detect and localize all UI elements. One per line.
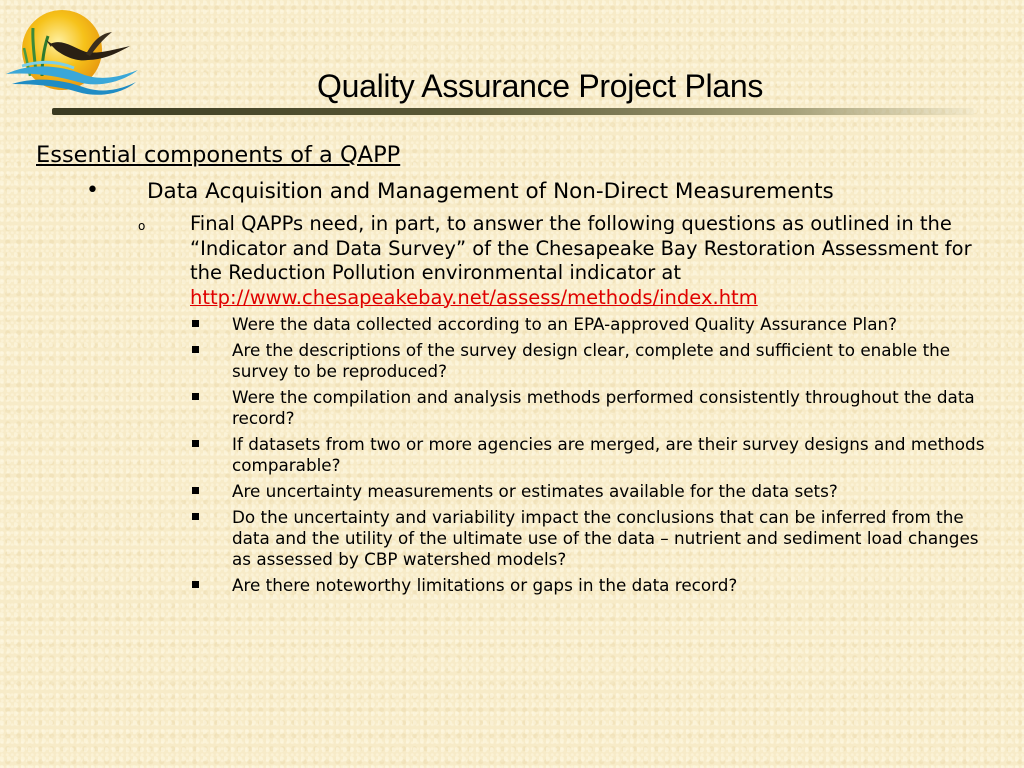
level1-item-text: Data Acquisition and Management of Non-Direct Measurements — [147, 179, 834, 204]
list-item — [0, 481, 992, 502]
square-bullet-icon — [192, 581, 199, 588]
level2-item — [190, 212, 1005, 310]
square-bullet-icon — [192, 320, 199, 327]
square-bullet-icon — [192, 346, 199, 353]
list-item-text: Are uncertainty measurements or estimates available for the data sets? — [232, 481, 838, 501]
slide-title: Quality Assurance Project Plans — [316, 68, 764, 104]
list-item-text: Were the compilation and analysis methods performed consistently throughout the data record? — [232, 387, 975, 428]
list-item-text: Were the data collected according to an EPA-approved Quality Assurance Plan? — [232, 314, 898, 334]
square-bullet-icon — [192, 487, 199, 494]
list-item — [0, 387, 992, 429]
list-item — [0, 434, 992, 476]
list-item-text: Do the uncertainty and variability impact the conclusions that can be inferred from the data and the utility of the ultimate use of the data – nutrient and sediment load changes as assessed by CBP watershed models? — [232, 507, 979, 569]
list-item-text: If datasets from two or more agencies are merged, are their survey designs and methods comparable? — [232, 434, 985, 475]
list-item — [0, 340, 992, 382]
list-item — [0, 314, 992, 335]
list-item-text: Are there noteworthy limitations or gaps in the data record? — [232, 575, 738, 595]
list-item-text: Are the descriptions of the survey design clear, complete and sufficient to enable the survey to be reproduced? — [232, 340, 951, 381]
list-item — [0, 575, 992, 596]
level2-bullet-icon: o — [138, 219, 146, 233]
section-heading: Essential components of a QAPP — [36, 142, 401, 168]
level1-bullet-icon: • — [86, 178, 99, 203]
list-item — [0, 507, 992, 570]
square-bullet-icon — [192, 393, 199, 400]
question-list — [0, 314, 1024, 601]
methods-link[interactable]: http://www.chesapeakebay.net/assess/methods/index.htm — [190, 285, 758, 309]
level2-item-text: Final QAPPs need, in part, to answer the following questions as outlined in the “Indicator and Data Survey” of the Chesapeake Bay Restoration Assessment for the Reduction Pollution environmental indicator at — [190, 212, 972, 284]
square-bullet-icon — [192, 440, 199, 447]
square-bullet-icon — [192, 513, 199, 520]
